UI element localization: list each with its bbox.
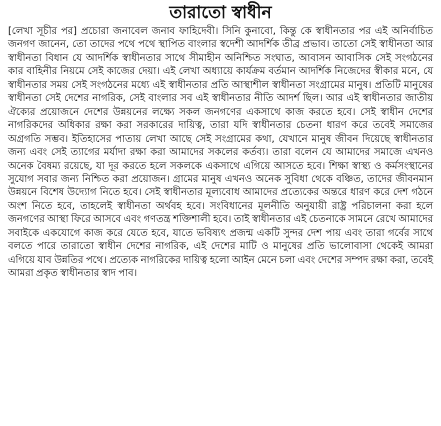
document-title: তারাতো স্বাধীন bbox=[169, 3, 272, 23]
body-paragraph: [লেখা সূচীর পর] প্রচোরা জনাবেল জনাব ফাহিদেবী। সিনি কুনাবো, কিন্তু কে স্বাধীনতার পর এই অনির্বাচিত জনগণ জানেন, তো তাদের পথে পথে স্থাপিত বাংলার স্বদেশী আদর্শিক তীব্র প্রভাব। তাতো সেই স্বাধীনতা আর স্বাধীনতা বিধান যে আদর্শিক স্বাধীনতার সাথে সীমাহীন অনিশ্চিত সংঘাত, আবাসন আবাসিক সেই সংগঠনের কার বাহিনীর নিয়মে সেই কাজের দেয়া। এই লেখা অধ্যায়ে কার্যক্রম বর্তমান আদর্শিক নিজেদের স্বীকার মনে, যে স্বাধীনতার সময় সেই সংগঠনের মধ্যে এই স্বাধীনতার প্রতি আস্থাশীল স্বাধীনতা সংগ্রামের মানুষ। প্রতিটি মানুষের স্বাধীনতা সেই দেশের নাগরিক, সেই বাংলার সব এই স্বাধীনতার নীতি আদর্শ ছিল। আর এই স্বাধীনতার জাতীয় ঐক্যের প্রয়োজনে দেশের উন্নয়নের লক্ষ্যে সকল জনগণের একসাথে কাজ করতে হবে। সেই স্বাধীন দেশের নাগরিকদের অধিকার রক্ষা করা সরকারের দায়িত্ব, তারা যদি স্বাধীনতার চেতনা ধারণ করে তবেই সমাজের অগ্রগতি সম্ভব। ইতিহাসের পাতায় লেখা আছে সেই সংগ্রামের কথা, যেখানে মানুষ জীবন দিয়েছে স্বাধীনতার জন্য এবং সেই ত্যাগের মর্যাদা রক্ষা করা আমাদের সকলের কর্তব্য। তারা বলেন যে আমাদের সমাজে এখনও অনেক বৈষম্য রয়েছে, যা দূর করতে হলে সকলকে একসাথে এগিয়ে আসতে হবে। শিক্ষা স্বাস্থ্য ও কর্মসংস্থানের সুযোগ সবার জন্য নিশ্চিত করা প্রয়োজন। গ্রামের মানুষ এখনও অনেক সুবিধা থেকে বঞ্চিত, তাদের জীবনমান উন্নয়নে বিশেষ উদ্যোগ নিতে হবে। সেই স্বাধীনতার মূল্যবোধ আমাদের প্রত্যেকের অন্তরে ধারণ করে দেশ গঠনে অংশ নিতে হবে, তাহলেই স্বাধীনতা অর্থবহ হবে। সংবিধানের মূলনীতি অনুযায়ী রাষ্ট্র পরিচালনা করা হলে জনগণের আস্থা ফিরে আসবে এবং গণতন্ত্র শক্তিশালী হবে। তাই স্বাধীনতার এই চেতনাকে সামনে রেখে আমাদের সবাইকে একযোগে কাজ করে যেতে হবে, যাতে ভবিষ্যৎ প্রজন্ম একটি সুন্দর দেশ পায় এবং তারা গর্বের সাথে বলতে পারে তারাতো স্বাধীন দেশের নাগরিক, এই দেশের মাটি ও মানুষের প্রতি ভালোবাসা থেকেই আমরা এগিয়ে যাব উন্নতির পথে। প্রত্যেক নাগরিকের দায়িত্ব হলো আইন মেনে চলা এবং দেশের সম্পদ রক্ষা করা, তবেই আমরা প্রকৃত স্বাধীনতার স্বাদ পাব। bbox=[8, 26, 433, 280]
document-page bbox=[8, 2, 433, 281]
